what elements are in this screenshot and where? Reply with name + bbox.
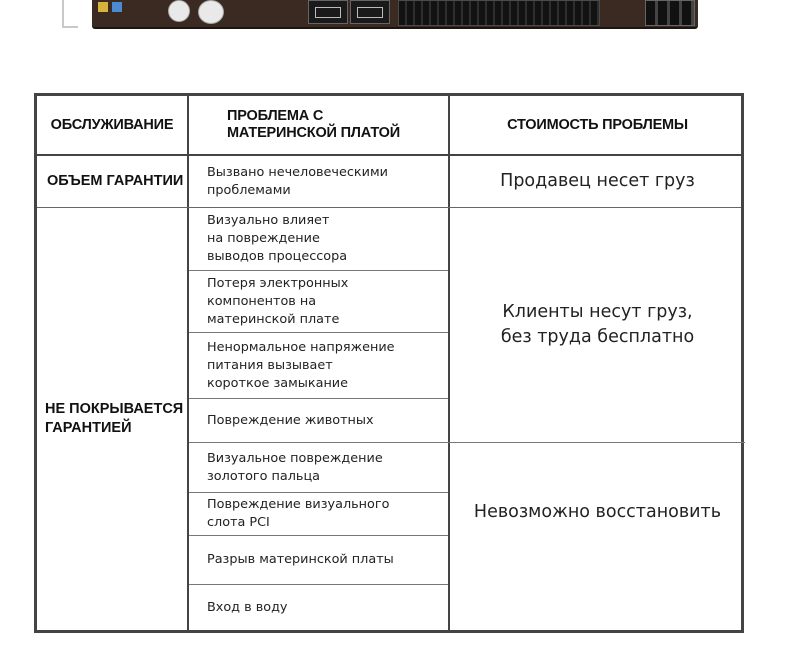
motherboard-photo [0,0,790,30]
problem-item: Повреждение визуального слота PCI [207,497,390,530]
problem-item: Визуально влияет на повреждение выводов процессора [207,213,348,264]
result-seller: Продавец несет груз [500,171,695,191]
component-chip [98,2,108,12]
capacitor [168,0,190,22]
covered-label: ОБЪЕМ ГАРАНТИИ [47,173,184,189]
header-service: ОБСЛУЖИВАНИЕ [50,117,174,133]
problem-item: Повреждение животных [207,412,374,428]
problem-item: Вход в воду [207,599,288,615]
capacitor [198,0,224,24]
problem-item: Визуальное повреждение золотого пальца [207,450,383,484]
ruler-mark [62,0,78,28]
result-irreparable: Невозможно восстановить [473,501,722,522]
not-covered-label: НЕ ПОКРЫВАЕТСЯ ГАРАНТИЕЙ [45,401,184,436]
result-customer: Клиенты несут груз, без труда бесплатно [500,302,695,347]
problem-item: Разрыв материнской платы [207,552,394,567]
sata-port [308,0,348,24]
warranty-table [34,93,744,633]
problem-item: Потеря электронных компонентов на материнской плате [207,275,349,327]
component-chip [112,2,122,12]
problem-item: Ненормальное напряжение питания вызывает короткое замыкание [207,339,395,391]
header-cost: СТОИМОСТЬ ПРОБЛЕМЫ [507,117,688,133]
pin-connector [398,0,600,26]
sata-port [350,0,390,24]
power-connector [645,0,695,26]
problem-item: Вызвано нечеловеческими проблемами [207,164,388,198]
header-problem: ПРОБЛЕМА С МАТЕРИНСКОЙ ПЛАТОЙ [227,108,400,141]
